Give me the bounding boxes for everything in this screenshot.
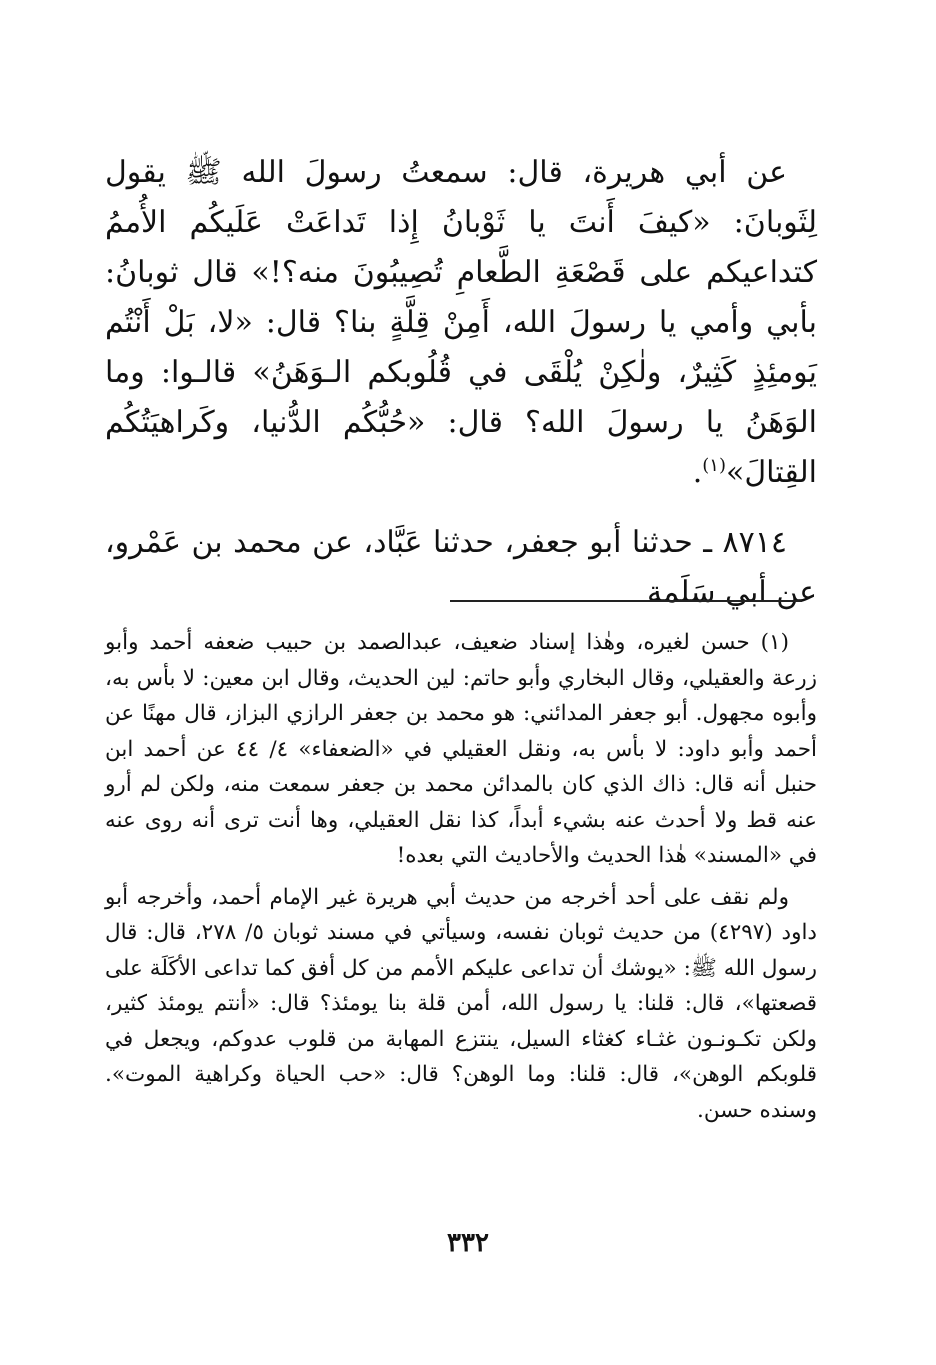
main-text — [105, 148, 817, 618]
footnote-1: (١) حسن لغيره، وهٰذا إسناد ضعيف، عبدالصمد بن حبيب ضعفه أحمد وأبو زرعة والعقيلي، وقال البخاري وأبو حاتم: لين الحديث، وقال ابن معين: لا بأس به، وأبوه مجهول. أبو جعفر المدائني: هو محمد بن جعفر الرازي البزاز، قال مهنًا عن أحمد وأبو داود: لا بأس به، ونقل العقيلي في «الضعفاء» ٤/ ٤٤ عن أحمد ابن حنبل أنه قال: ذاك الذي كان بالمدائن محمد بن جعفر سمعت منه، ولكن لم أرو عنه قط ولا أحدث عنه بشيء أبداً، كذا نقل العقيلي، وها أنت ترى أنه روى عنه في «المسند» هٰذا الحديث والأحاديث التي بعده! — [105, 630, 817, 868]
footnote-1-continuation: ولم نقف على أحد أخرجه من حديث أبي هريرة غير الإمام أحمد، وأخرجه أبو داود (٤٢٩٧) من حديث ثوبان نفسه، وسيأتي في مسند ثوبان ٥/ ٢٧٨، قال: قال رسول الله ﷺ: «يوشك أن تداعى عليكم الأمم من كل أفق كما تداعى الأكَلَة على قصعتها»، قال: قلنا: يا رسول الله، أمن قلة بنا يومئذ؟ قال: «أنتم يومئذ كثير، ولكن تكـونـون غثـاء كغثاء السيل، ينتزع المهابة من قلوب عدوكم، ويجعل في قلوبكم الوهن»، قال: قلنا: وما الوهن؟ قال: «حب الحياة وكراهية الموت». وسنده حسن. — [105, 884, 818, 1123]
hadith-text: عن أبي هريرة، قال: سمعتُ رسولَ الله ﷺ يقول لِثَوبانَ: «كيفَ أَنتَ يا ثَوْبانُ إِذا تَداعَتْ عَلَيكُم الأُممُ كتداعيكم على قَصْعَةِ الطَّعامِ تُصِيبُونَ منه؟!» قال ثوبانُ: بأبي وأمي يا رسولَ الله، أَمِنْ قِلَّةٍ بنا؟ قال: «لا، بَلْ أَنْتُم يَومئِذٍ كَثِيرٌ، ولٰكِنْ يُلْقَى في قُلُوبكم الـوَهَنُ» قالـوا: وما الوَهَنُ يا رسولَ الله؟ قال: «حُبُّكُم الدُّنيا، وكَراهيَتُكُم القِتالَ» — [105, 155, 817, 490]
next-hadith-paragraph: ٨٧١٤ ـ حدثنا أبو جعفر، حدثنا عَبَّاد، عن محمد بن عَمْرو، عن أبي سَلَمة — [105, 525, 817, 610]
page-number: ٣٣٢ — [447, 1228, 489, 1258]
hadith-end: . — [692, 455, 703, 490]
footnote-separator — [450, 600, 802, 602]
footnotes — [105, 625, 817, 1128]
hadith-paragraph — [105, 148, 817, 498]
footnote-marker: (١) — [702, 455, 726, 476]
